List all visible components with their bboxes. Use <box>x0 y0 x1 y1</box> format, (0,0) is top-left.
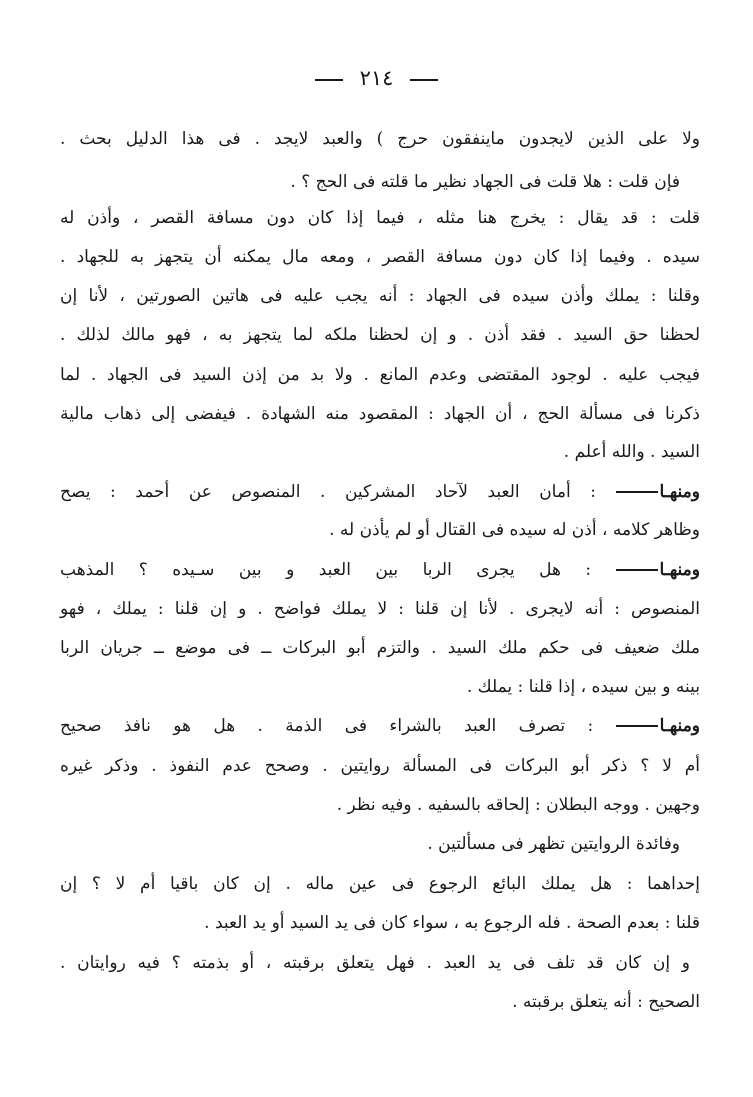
text-line: : أمان العبد لآحاد المشركين . المنصوص عن أحمد : يصح <box>60 482 596 502</box>
text-line: السيد . والله أعلم . <box>563 442 700 462</box>
text-line: وجهين . ووجه البطلان : إلحاقه بالسفيه . وفيه نظر . <box>336 795 700 815</box>
lead-flourish <box>616 569 658 571</box>
text-line: فإن قلت : هلا قلت فى الجهاد نظير ما قلته فى الحج ؟ . <box>290 172 680 192</box>
page-number-dash-left <box>315 79 343 81</box>
text-line: و إن كان قد تلف فى يد العبد . فهل يتعلق برقبته ، أو بذمته ؟ فيه روايتان . <box>60 953 690 973</box>
page-number-dash-right <box>410 79 438 81</box>
page-number-text: ٢١٤ <box>359 66 394 90</box>
text-line: فيجب عليه . لوجود المقتضى وعدم المانع . ولا بد من إذن السيد فى الجهاد . لما <box>60 365 700 385</box>
text-line: بينه و بين سيده ، إذا قلنا : يملك . <box>466 677 700 697</box>
lead-flourish <box>616 725 658 727</box>
paragraph-lead-line <box>60 714 700 739</box>
text-line: قلت : قد يقال : يخرج هنا مثله ، فيما إذا كان دون مسافة القصر ، وأذن له <box>60 208 700 228</box>
text-line: المنصوص : أنه لايجرى . لأنا إن قلنا : لا يملك فواضح . و إن قلنا : يملك ، فهو <box>60 599 700 619</box>
text-line: وفائدة الروايتين تظهر فى مسألتين . <box>427 834 680 854</box>
paragraph-lead-line <box>60 480 700 505</box>
text-line: وظاهر كلامه ، أذن له سيده فى القتال أو لم يأذن له . <box>329 520 700 540</box>
section-lead-word: ومنهـا <box>616 558 700 583</box>
page-number <box>0 66 753 90</box>
text-line: إحداهما : هل يملك البائع الرجوع فى عين ماله . إن كان باقيا أم لا ؟ إن <box>60 874 700 894</box>
text-line: ولا على الذين لايجدون ماينفقون حرج ) والعبد لايجد . فى هذا الدليل بحث . <box>60 129 700 149</box>
text-line: ذكرنا فى مسألة الحج ، أن الجهاد : المقصود منه الشهادة . فيفضى إلى ذهاب مالية <box>60 404 700 424</box>
text-line: : تصرف العبد بالشراء فى الذمة . هل هو نافذ صحيح <box>60 716 594 736</box>
section-lead-word: ومنهـا <box>616 480 700 505</box>
lead-flourish <box>616 491 658 493</box>
section-lead-word: ومنهـا <box>616 714 700 739</box>
text-line: سيده . وفيما إذا كان دون مسافة القصر ، ومعه مال يمكنه أن يتجهز به للجهاد . <box>60 247 700 267</box>
text-line: قلنا : بعدم الصحة . فله الرجوع به ، سواء كان فى يد السيد أو يد العبد . <box>204 913 700 933</box>
paragraph-lead-line <box>60 558 700 583</box>
text-line: وقلنا : يملك وأذن سيده فى الجهاد : أنه يجب عليه فى هاتين الصورتين ، لأنا إن <box>60 286 700 306</box>
text-line: : هل يجرى الربا بين العبد و بين سـيده ؟ المذهب <box>60 560 592 580</box>
text-line: الصحيح : أنه يتعلق برقبته . <box>512 992 700 1012</box>
text-line: لحظنا حق السيد . فقد أذن . و إن لحظنا ملكه لما يتجهز به ، فهو مالك لذلك . <box>60 325 700 345</box>
text-line: ملك ضعيف فى حكم ملك السيد . والتزم أبو البركات ــ فى موضع ــ جريان الربا <box>60 638 700 658</box>
text-line: أم لا ؟ ذكر أبو البركات فى المسألة روايتين . وصحح عدم النفوذ . وذكر غيره <box>60 756 700 776</box>
